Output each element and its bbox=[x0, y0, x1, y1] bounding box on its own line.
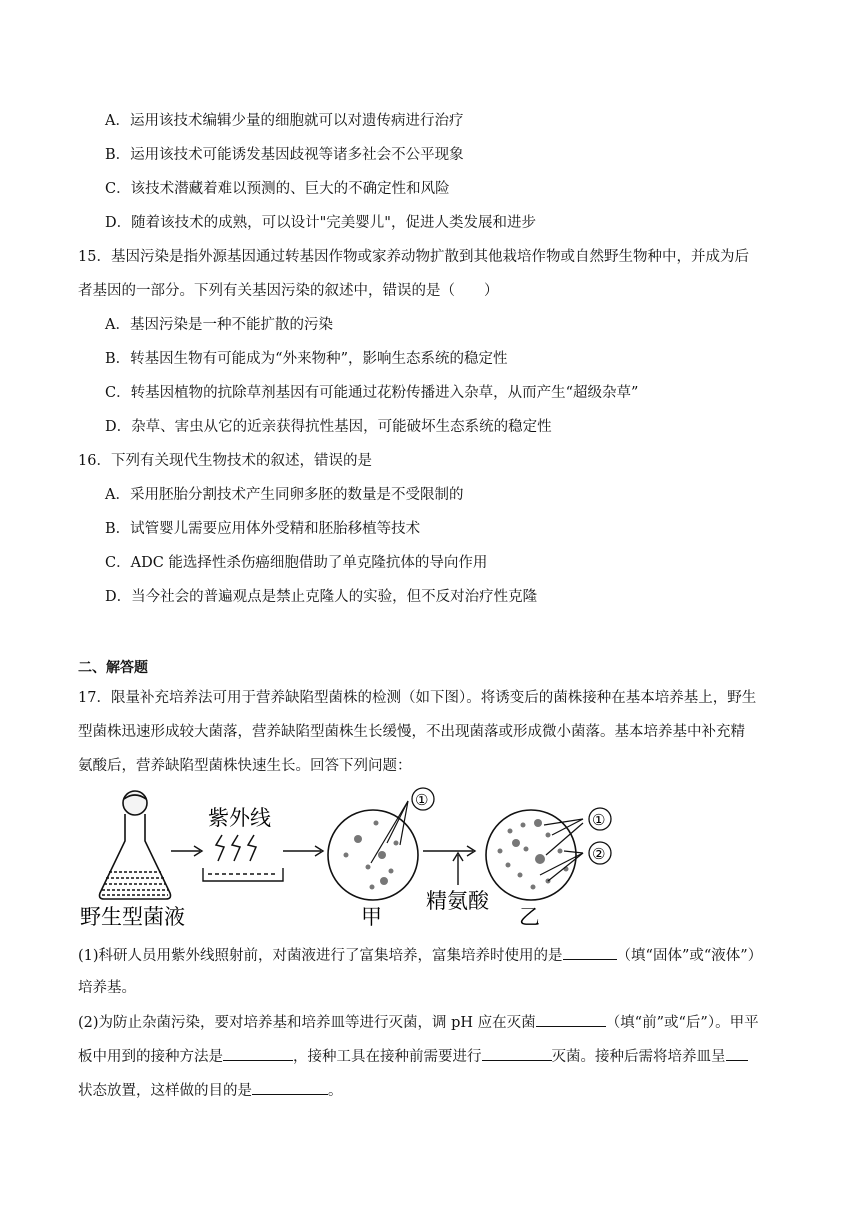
q17-sub2-text-g: 。 bbox=[328, 1083, 343, 1099]
q15-option-b: B．转基因生物有可能成为“外来物种”，影响生态系统的稳定性 bbox=[105, 351, 508, 367]
section-title: 二、解答题 bbox=[78, 660, 148, 676]
plate-jia-label: 甲 bbox=[361, 905, 382, 929]
q14-option-b: B．运用该技术可能诱发基因歧视等诸多社会不公平现象 bbox=[105, 147, 464, 163]
q17-sub1-text-a: (1)科研人员用紫外线照射前，对菌液进行了富集培养，富集培养时使用的是 bbox=[78, 948, 563, 964]
arrow-icon bbox=[283, 846, 323, 856]
plate-yi bbox=[486, 808, 611, 900]
arrow-icon bbox=[171, 846, 202, 856]
arginine-label: 精氨酸 bbox=[426, 889, 489, 913]
marker-2-yi: ② bbox=[592, 845, 606, 863]
q17-sub2-text-b: （填“前”或“后”）。甲平 bbox=[605, 1015, 759, 1031]
q14-option-d: D．随着该技术的成熟，可以设计"完美婴儿"，促进人类发展和进步 bbox=[105, 215, 536, 231]
q17-sub2-text-d: ，接种工具在接种前需要进行 bbox=[293, 1049, 482, 1065]
q17-sub2-text-f: 状态放置，这样做的目的是 bbox=[78, 1083, 252, 1099]
answer-blank[interactable] bbox=[482, 1046, 552, 1061]
lightning-icon bbox=[216, 835, 256, 861]
q16-stem: 16．下列有关现代生物技术的叙述，错误的是 bbox=[78, 453, 372, 469]
plate-yi-label: 乙 bbox=[519, 905, 540, 929]
answer-blank[interactable] bbox=[726, 1046, 748, 1061]
answer-blank[interactable] bbox=[563, 945, 617, 960]
q15-option-d: D．杂草、害虫从它的近亲获得抗性基因，可能破坏生态系统的稳定性 bbox=[105, 419, 552, 435]
q15-stem-line1: 15．基因污染是指外源基因通过转基因作物或家养动物扩散到其他栽培作物或自然野生物种中，并成为后 bbox=[78, 249, 749, 265]
answer-blank[interactable] bbox=[252, 1080, 328, 1095]
dish-icon bbox=[203, 868, 283, 881]
marker-1: ① bbox=[415, 791, 429, 809]
q17-figure bbox=[78, 783, 638, 935]
plate-jia bbox=[328, 788, 434, 900]
arrow-icon bbox=[423, 846, 475, 885]
q17-sub2-text-a: (2)为防止杂菌污染，要对培养基和培养皿等进行灭菌，调 pH 应在灭菌 bbox=[78, 1015, 536, 1031]
q17-sub2-line1 bbox=[78, 1012, 759, 1033]
q16-option-a: A．采用胚胎分割技术产生同卵多胚的数量是不受限制的 bbox=[105, 487, 464, 503]
q17-stem-line1: 17．限量补充培养法可用于营养缺陷型菌株的检测（如下图）。将诱变后的菌株接种在基本培养基上，野生 bbox=[78, 690, 757, 706]
marker-1-yi: ① bbox=[592, 811, 606, 829]
q15-option-a: A．基因污染是一种不能扩散的污染 bbox=[105, 317, 333, 333]
q17-sub2-text-c: 板中用到的接种方法是 bbox=[78, 1049, 223, 1065]
flask-icon bbox=[100, 791, 171, 899]
q17-stem-line3: 氨酸后，营养缺陷型菌株快速生长。回答下列问题： bbox=[78, 758, 412, 774]
q15-stem-line2: 者基因的一部分。下列有关基因污染的叙述中，错误的是（ ） bbox=[78, 283, 499, 299]
q17-sub1-line2: 培养基。 bbox=[78, 980, 136, 996]
q17-stem-line2: 型菌株迅速形成较大菌落，营养缺陷型菌株生长缓慢，不出现菌落或形成微小菌落。基本培养基中补充精 bbox=[78, 724, 745, 740]
q16-option-d: D．当今社会的普遍观点是禁止克隆人的实验，但不反对治疗性克隆 bbox=[105, 589, 538, 605]
q17-sub2-text-e: 灭菌。接种后需将培养皿呈 bbox=[551, 1049, 726, 1065]
answer-blank[interactable] bbox=[536, 1012, 606, 1027]
answer-blank[interactable] bbox=[223, 1046, 293, 1061]
q14-option-a: A．运用该技术编辑少量的细胞就可以对遗传病进行治疗 bbox=[105, 113, 464, 129]
q17-sub2-line2 bbox=[78, 1046, 748, 1067]
q16-option-b: B．试管婴儿需要应用体外受精和胚胎移植等技术 bbox=[105, 521, 421, 537]
q15-option-c: C．转基因植物的抗除草剂基因有可能通过花粉传播进入杂草，从而产生“超级杂草” bbox=[105, 385, 639, 401]
q17-sub1-line1 bbox=[78, 945, 762, 966]
q16-option-c: C．ADC 能选择性杀伤癌细胞借助了单克隆抗体的导向作用 bbox=[105, 555, 488, 571]
uv-label: 紫外线 bbox=[208, 806, 271, 830]
q17-sub1-text-b: （填“固体”或“液体”） bbox=[616, 948, 763, 964]
q17-sub2-line3 bbox=[78, 1080, 343, 1101]
q14-option-c: C．该技术潜藏着难以预测的、巨大的不确定性和风险 bbox=[105, 181, 450, 197]
flask-label: 野生型菌液 bbox=[80, 905, 185, 929]
